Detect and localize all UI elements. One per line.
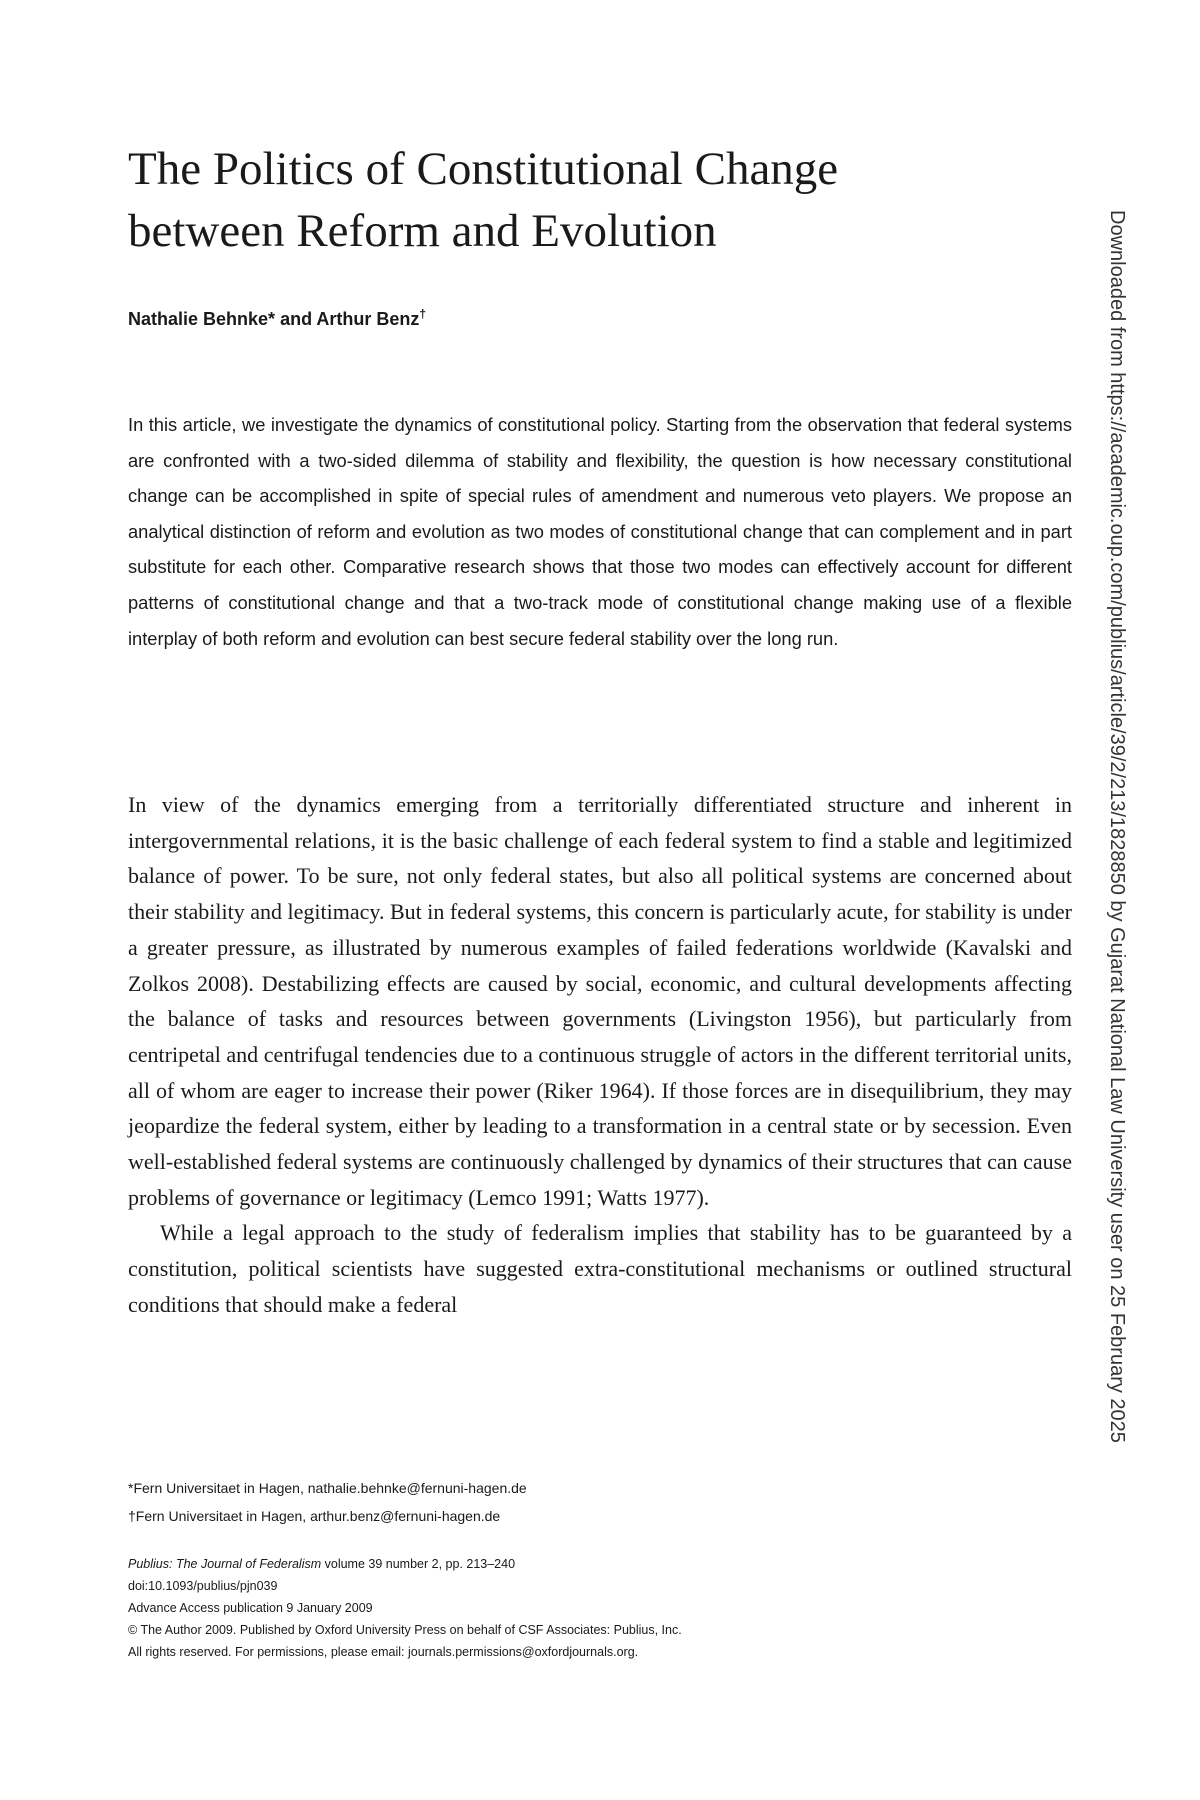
abstract: In this article, we investigate the dynamics of constitutional policy. Starting from the observation that federal systems are confronted with a two-sided dilemma of stability and flexibility, the question is how necessary constitutional change can be accomplished in spite of special rules of amendment and numerous veto players. We propose an analytical distinction of reform and evolution as two modes of constitutional change that can complement and in part substitute for each other. Comparative research shows that those two modes can effectively account for different patterns of constitutional change and that a two-track mode of constitutional change making use of a flexible interplay of both reform and evolution can best secure federal stability over the long run. [128,414,1072,649]
title-line-1: The Politics of Constitutional Change [128,143,839,195]
author-name: Nathalie Behnke [128,309,269,329]
author-separator: and [275,309,317,329]
article-body [128,787,1072,1323]
author-footnote-mark: * [268,309,276,329]
footnote: *Fern Universitaet in Hagen, nathalie.behnke@fernuni-hagen.de [128,1480,527,1496]
title-line-2: between Reform and Evolution [128,205,717,257]
doi: doi:10.1093/publius/pjn039 [128,1579,278,1593]
author-footnotes [128,1474,527,1530]
body-paragraph: While a legal approach to the study of federalism implies that stability has to be guaranteed by a constitution, political scientists have suggested extra-constitutional mechanisms or outlined structural conditions that should make a federal [128,1220,1072,1317]
footnote: †Fern Universitaet in Hagen, arthur.benz@fernuni-hagen.de [128,1508,501,1524]
author-name: Arthur Benz [316,309,420,329]
author-list [128,307,426,330]
advance-access: Advance Access publication 9 January 2009 [128,1601,373,1615]
journal-volume: volume 39 number 2, pp. 213–240 [321,1557,516,1571]
article-title [128,138,1028,262]
download-notice: Downloaded from https://academic.oup.com/publius/article/39/2/213/1828850 by Gujarat National Law University user on 25 February 2025 [1106,210,1128,1443]
author-footnote-mark: † [419,307,427,321]
copyright: © The Author 2009. Published by Oxford University Press on behalf of CSF Associates: Publius, Inc. [128,1623,682,1637]
journal-citation [128,1553,682,1575]
rights-notice: All rights reserved. For permissions, please email: journals.permissions@oxfordjournals.org. [128,1645,639,1659]
body-paragraph: In view of the dynamics emerging from a territorially differentiated structure and inherent in intergovernmental relations, it is the basic challenge of each federal system to find a stable and legitimized balance of power. To be sure, not only federal states, but also all political systems are concerned about their stability and legitimacy. But in federal systems, this concern is particularly acute, for stability is under a greater pressure, as illustrated by numerous examples of failed federations worldwide (Kavalski and Zolkos 2008). Destabilizing effects are caused by social, economic, and cultural developments affecting the balance of tasks and resources between governments (Livingston 1956), but particularly from centripetal and centrifugal tendencies due to a continuous struggle of actors in the different territorial units, all of whom are eager to increase their power (Riker 1964). If those forces are in disequilibrium, they may jeopardize the federal system, either by leading to a transformation in a central state or by secession. Even well-established federal systems are continuously challenged by dynamics of their structures that can cause problems of governance or legitimacy (Lemco 1991; Watts 1977). [128,792,1072,1210]
publication-info [128,1553,682,1663]
journal-name: Publius: The Journal of Federalism [128,1557,322,1571]
